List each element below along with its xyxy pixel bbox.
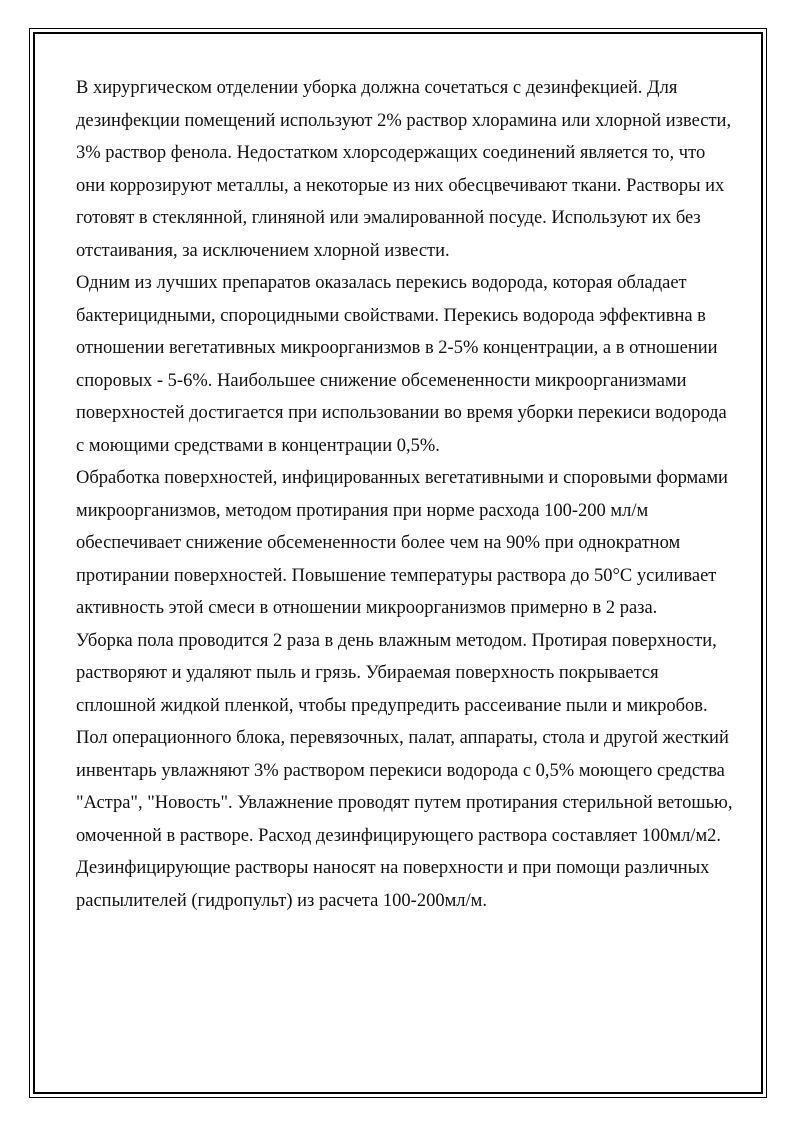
- paragraph-operating-block: Пол операционного блока, перевязочных, палат, аппараты, стола и другой жесткий инвентарь увлажняют 3% раствором перекиси водорода с 0,5% моющего средства "Астра", "Новость". Увлажнение проводят путем протирания стерильной ветошью, омоченной в растворе. Расход дезинфицирующего раствора составляет 100мл/м2.: [76, 728, 733, 846]
- paragraph-hydrogen-peroxide: Одним из лучших препаратов оказалась перекись водорода, которая обладает бактерицидными, спороцидными свойствами. Перекись водорода эффективна в отношении вегетативных микроорганизмов в 2-5% концентрации, а в отношении споровых - 5-6%. Наибольшее снижение обсемененности микроорганизмами поверхностей достигается при использовании во время уборки перекиси водорода с моющими средствами в концентрации 0,5%.: [76, 273, 727, 456]
- paragraph-surface-treatment: Обработка поверхностей, инфицированных вегетативными и споровыми формами микроорганизмов, методом протирания при норме расхода 100-200 мл/м обеспечивает снижение обсемененности более чем на 90% при однократном протирании поверхностей. Повышение температуры раствора до 50°C усиливает активность этой смеси в отношении микроорганизмов примерно в 2 раза.: [76, 468, 728, 618]
- paragraph-spraying: Дезинфицирующие растворы наносят на поверхности и при помощи различных распылителей (гидропульт) из расчета 100-200мл/м.: [76, 858, 710, 911]
- paragraph-floor-cleaning: Уборка пола проводится 2 раза в день влажным методом. Протирая поверхности, растворяют и удаляют пыль и грязь. Убираемая поверхность покрывается сплошной жидкой пленкой, чтобы предупредить рассеивание пыли и микробов.: [76, 630, 717, 716]
- document-body: [76, 72, 736, 917]
- paragraph-disinfection-intro: В хирургическом отделении уборка должна сочетаться с дезинфекцией. Для дезинфекции помещений используют 2% раствор хлорамина или хлорной извести, 3% раствор фенола. Недостатком хлорсодержащих соединений является то, что они коррозируют металлы, а некоторые из них обесцвечивают ткани. Растворы их готовят в стеклянной, глиняной или эмалированной посуде. Используют их без отстаивания, за исключением хлорной извести.: [76, 78, 732, 261]
